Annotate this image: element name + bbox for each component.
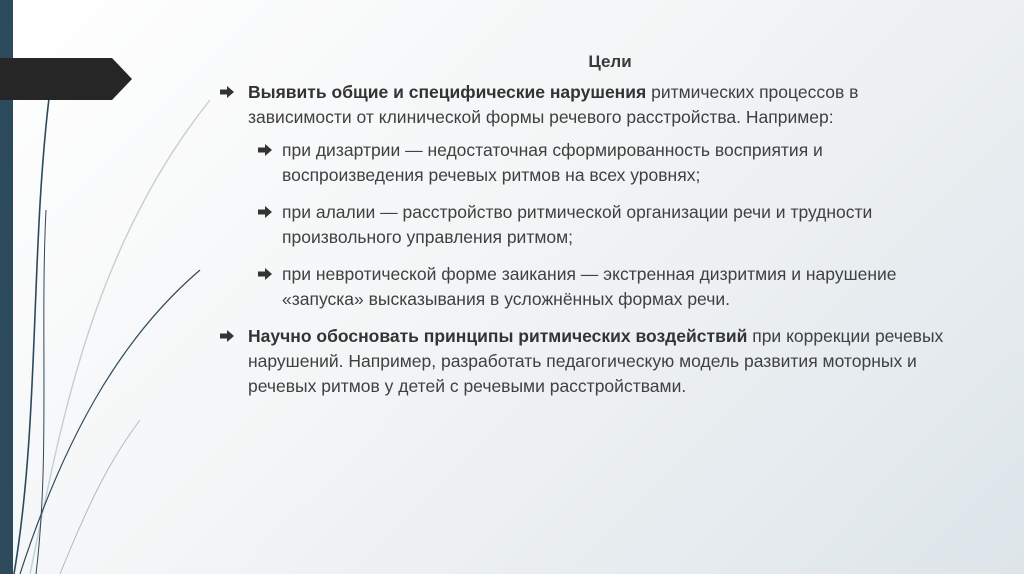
sub-list — [220, 138, 960, 312]
bullet-text: при коррекции речевых нарушений. Например, разработать педагогическую модель развития моторных и речевых ритмов у детей с речевыми расстройствами. — [248, 326, 944, 396]
arrow-bullet-icon — [258, 144, 272, 156]
arrow-bullet-icon — [220, 330, 234, 342]
sub-bullet-item — [256, 138, 960, 188]
sub-bullet-item — [256, 200, 960, 250]
sub-bullet-text: при алалии — расстройство ритмической организации речи и трудности произвольного управления ритмом; — [282, 202, 873, 247]
arrow-bullet-icon — [258, 268, 272, 280]
bullet-bold-text: Научно обосновать принципы ритмических воздействий — [248, 326, 748, 346]
bullet-bold-text: Выявить общие и специфические нарушения — [248, 82, 647, 102]
sub-bullet-text: при дизартрии — недостаточная сформированность восприятия и воспроизведения речевых ритмов на всех уровнях; — [282, 140, 823, 185]
sub-bullet-item — [256, 262, 960, 312]
title-tab-shape — [0, 58, 132, 100]
slide-title: Цели — [588, 52, 632, 71]
bullet-text: ритмических процессов в зависимости от клинической формы речевого расстройства. Например: — [248, 82, 859, 127]
arrow-bullet-icon — [258, 206, 272, 218]
bullet-item — [220, 80, 960, 130]
arrow-bullet-icon — [220, 86, 234, 98]
slide-content — [220, 52, 960, 405]
sub-bullet-text: при невротической форме заикания — экстренная дизритмия и нарушение «запуска» высказывания в усложнённых формах речи. — [282, 264, 897, 309]
bullet-item — [220, 324, 960, 399]
